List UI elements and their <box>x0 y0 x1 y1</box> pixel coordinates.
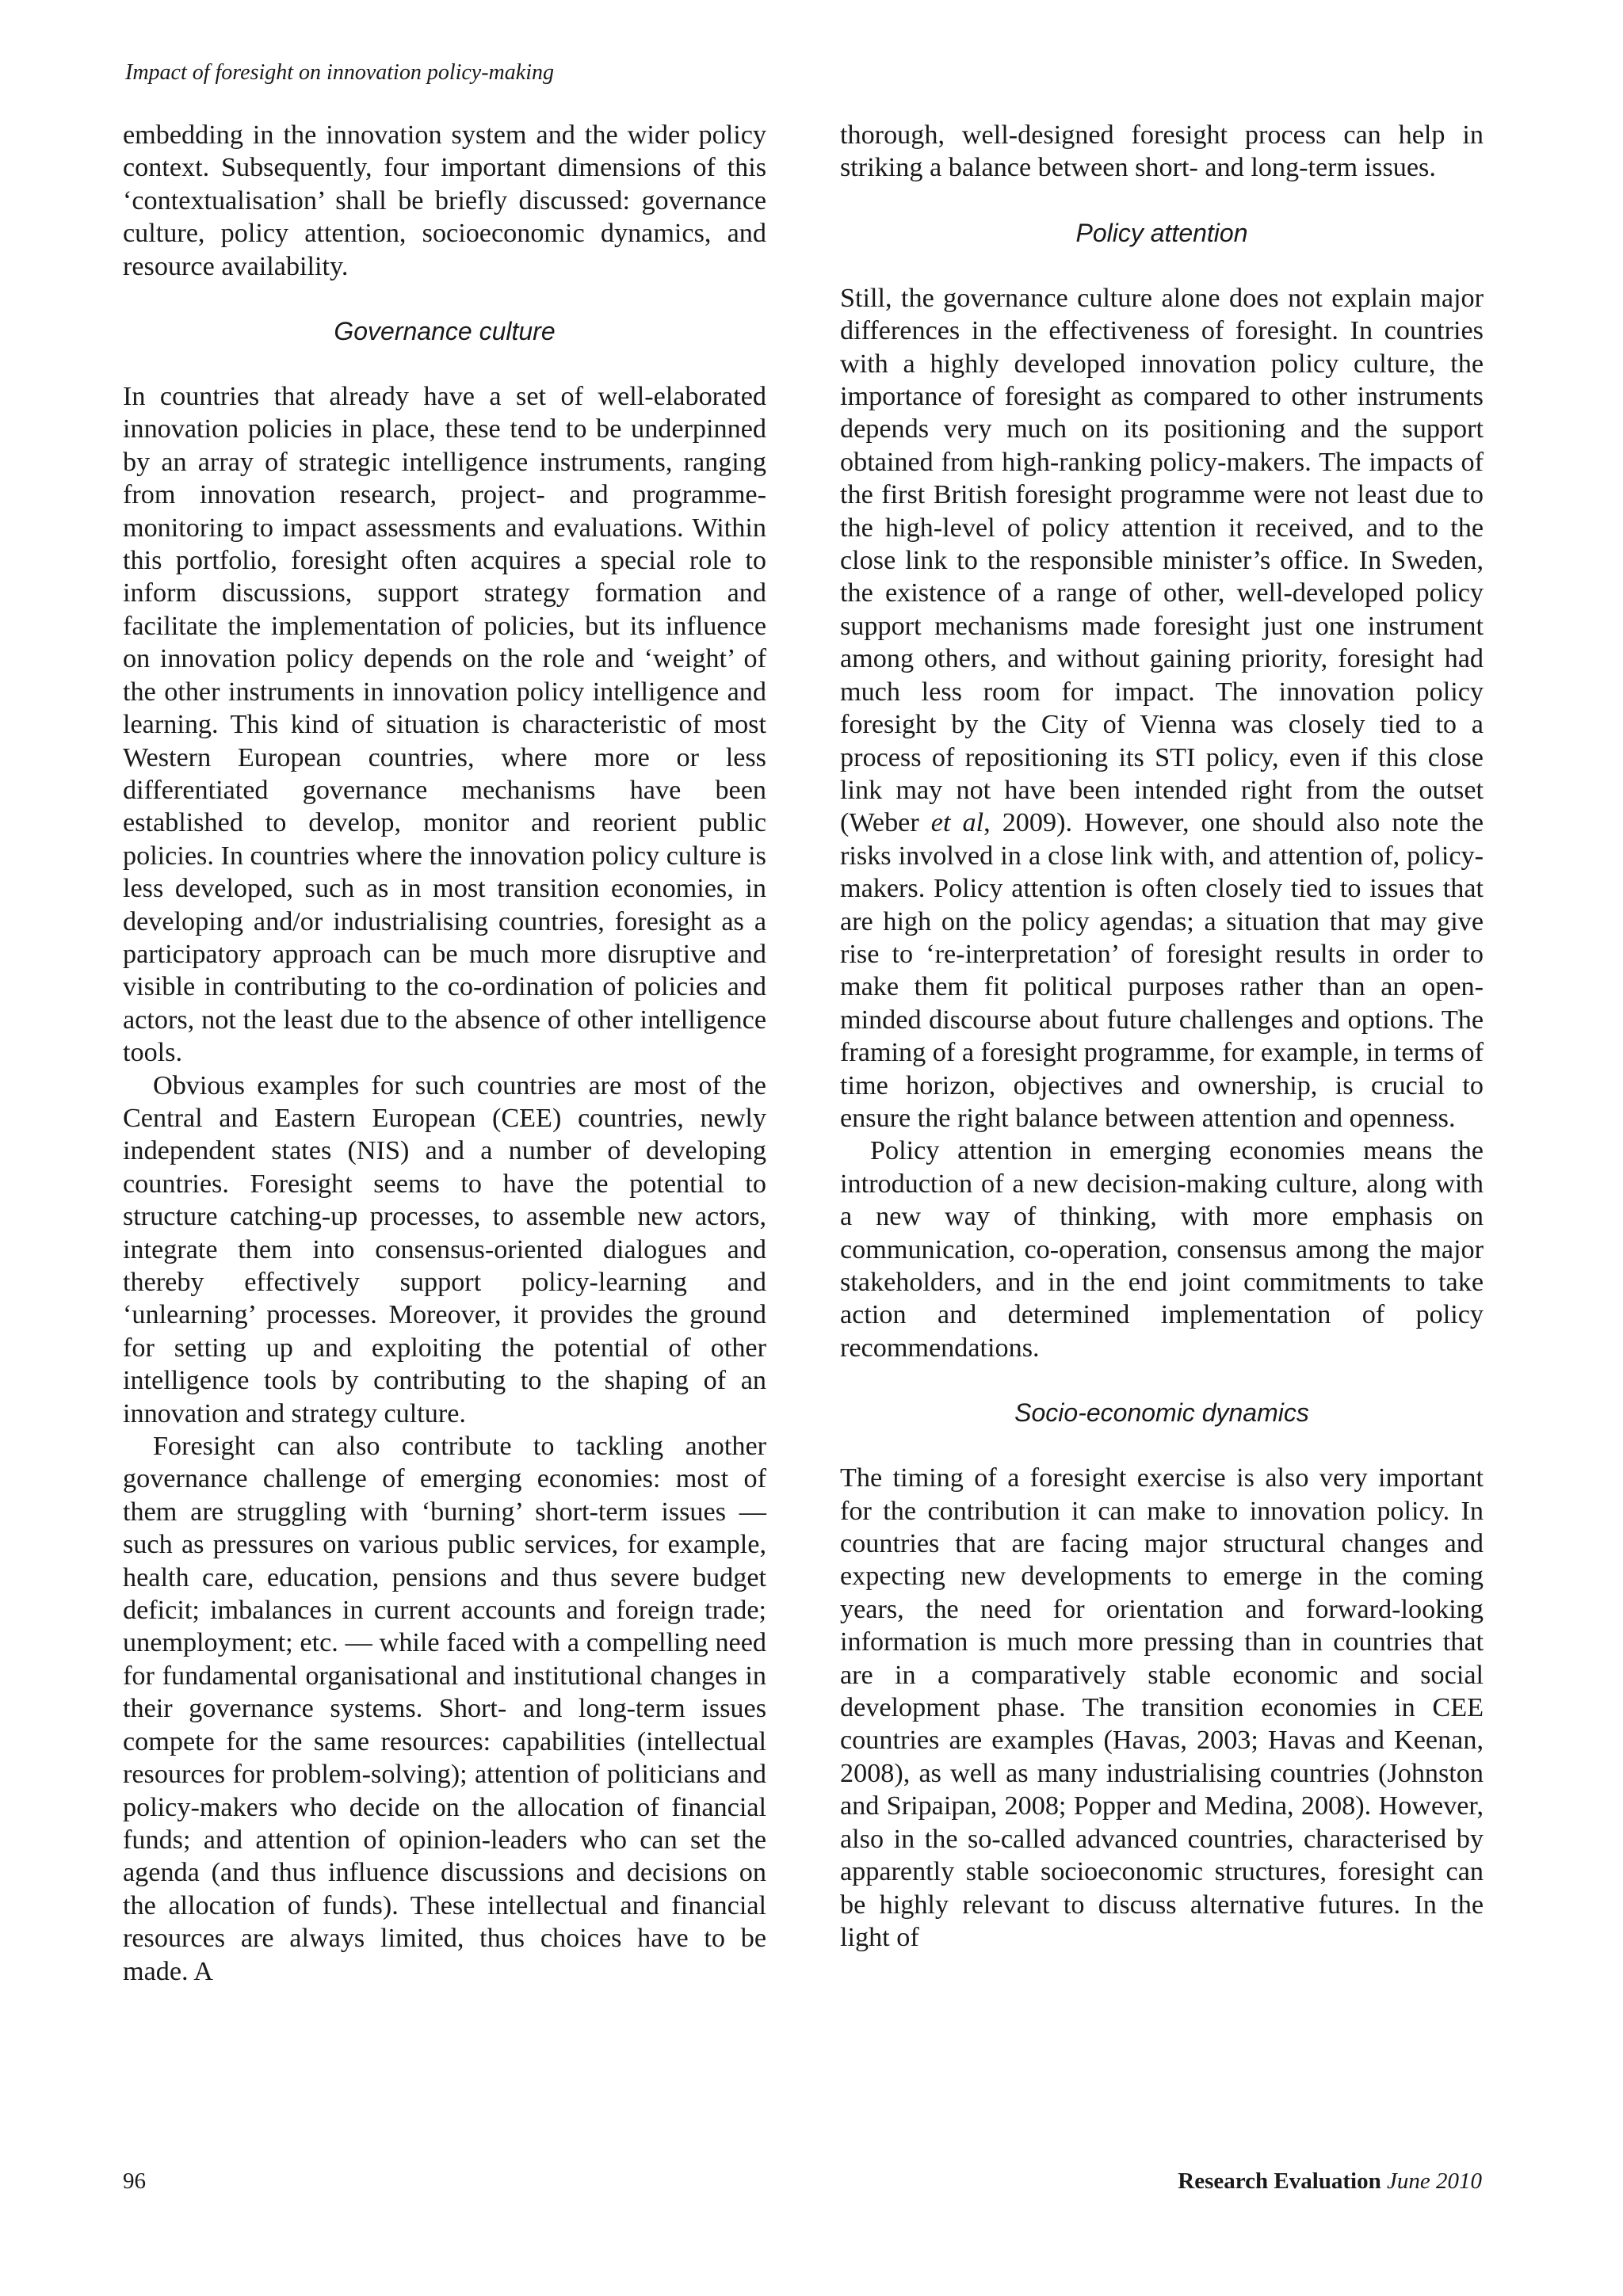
running-head: Impact of foresight on innovation policy-making <box>125 60 554 85</box>
et-al-citation: et al <box>930 808 984 838</box>
policy-attention-paragraph-2: Policy attention in emerging economies means the introduction of a new decision-making culture, along with a new way of thinking, with more emphasis on communication, co-operation, consensus among the major stakeholders, and in the end joint commitments to take action and determined implementation of policy recommendations. <box>840 1136 1484 1363</box>
section-heading-governance-culture: Governance culture <box>334 317 556 346</box>
section-heading-socio-economic-dynamics: Socio-economic dynamics <box>1014 1398 1309 1428</box>
governance-paragraph-3: Foresight can also contribute to tackling another governance challenge of emerging economies: most of them are struggling with ‘burning’ short-term issues — such as pressures on various public services, for example, health care, education, pensions and thus severe budget deficit; imbalances in current accounts and foreign trade; unemployment; etc. — while faced with a compelling need for fundamental organisational and institutional changes in their governance systems. Short- and long-term issues compete for the same resources: capabilities (intellectual resources for problem-solving); attention of politicians and policy-makers who decide on the allocation of financial funds; and attention of opinion-leaders who can set the agenda (and thus influence discussions and decisions on the allocation of funds). These intellectual and financial resources are always limited, thus choices have to be made. A <box>123 1432 766 1986</box>
governance-paragraph-1: In countries that already have a set of well-elaborated innovation policies in place, these tend to be underpinned by an array of strategic intelligence instruments, ranging from innovation research, project- and programme-monitoring to impact assessments and evaluations. Within this portfolio, foresight often acquires a special role to inform discussions, support strategy formation and facilitate the implementation of policies, but its influence on innovation policy depends on the role and ‘weight’ of the other instruments in innovation policy intelligence and learning. This kind of situation is characteristic of most Western European countries, where more or less differentiated governance mechanisms have been established to develop, monitor and reorient public policies. In countries where the innovation policy culture is less developed, such as in most transition economies, in developing and/or industrialising countries, foresight as a participatory approach can be much more disruptive and visible in contributing to the co-ordination of policies and actors, not the least due to the absence of other intelligence tools. <box>123 382 766 1068</box>
policy-attention-paragraph-1 <box>840 282 1484 1135</box>
page-number: 96 <box>123 2168 146 2194</box>
section-heading-policy-attention: Policy attention <box>1075 218 1248 247</box>
journal-name: Research Evaluation <box>1178 2168 1381 2194</box>
policy-attention-text-b: , 2009). However, one should also note the risks involved in a close link with, and attention of, policy-makers. Policy attention is often closely tied to issues that are high on the policy agendas; a situation that may give rise to ‘re-interpretation’ of foresight results in order to make them fit political purposes rather than an open-minded discourse about future challenges and options. The framing of a foresight programme, for example, in terms of time horizon, objectives and ownership, is crucial to ensure the right balance between attention and openness. <box>840 808 1484 1133</box>
governance-paragraph-2: Obvious examples for such countries are most of the Central and Eastern European (CEE) countries, newly independent states (NIS) and a number of developing countries. Foresight seems to have the potential to structure catching-up processes, to assemble new actors, integrate them into consensus-oriented dialogues and thereby effectively support policy-learning and ‘unlearning’ processes. Moreover, it provides the ground for setting up and exploiting the potential of other intelligence tools by contributing to the shaping of an innovation and strategy culture. <box>123 1070 766 1428</box>
journal-date: June 2010 <box>1387 2168 1482 2194</box>
right-intro-paragraph: thorough, well-designed foresight process can help in striking a balance between short- and long-term issues. <box>840 120 1484 183</box>
journal-footer <box>1178 2165 1482 2197</box>
right-column <box>840 119 1484 1954</box>
policy-attention-text-a: Still, the governance culture alone does not explain major differences in the effectiveness of foresight. In countries with a highly developed innovation policy culture, the importance of foresight as compared to other instruments depends very much on its positioning and the support obtained from high-ranking policy-makers. The impacts of the first British foresight programme were not least due to the high-level of policy attention it received, and to the close link to the responsible minister’s office. In Sweden, the existence of a range of other, well-developed policy support mechanisms made foresight just one instrument among others, and without gaining priority, foresight had much less room for impact. The innovation policy foresight by the City of Vienna was closely tied to a process of repositioning its STI policy, even if this close link may not have been intended right from the outset (Weber <box>840 283 1484 838</box>
socio-economic-paragraph-1: The timing of a foresight exercise is also very important for the contribution it can make to innovation policy. In countries that are facing major structural changes and expecting new developments to emerge in the coming years, the need for orientation and forward-looking information is much more pressing than in countries that are in a comparatively stable economic and social development phase. The transition economies in CEE countries are examples (Havas, 2003; Havas and Keenan, 2008), as well as many industrialising countries (Johnston and Sripaipan, 2008; Popper and Medina, 2008). However, also in the so-called advanced countries, characterised by apparently stable socioeconomic structures, foresight can be highly relevant to discuss alternative futures. In the light of <box>840 1463 1484 1952</box>
left-column <box>123 119 766 1988</box>
left-intro-paragraph: embedding in the innovation system and the wider policy context. Subsequently, four important dimensions of this ‘contextualisation’ shall be briefly discussed: governance culture, policy attention, socioeconomic dynamics, and resource availability. <box>123 120 766 281</box>
